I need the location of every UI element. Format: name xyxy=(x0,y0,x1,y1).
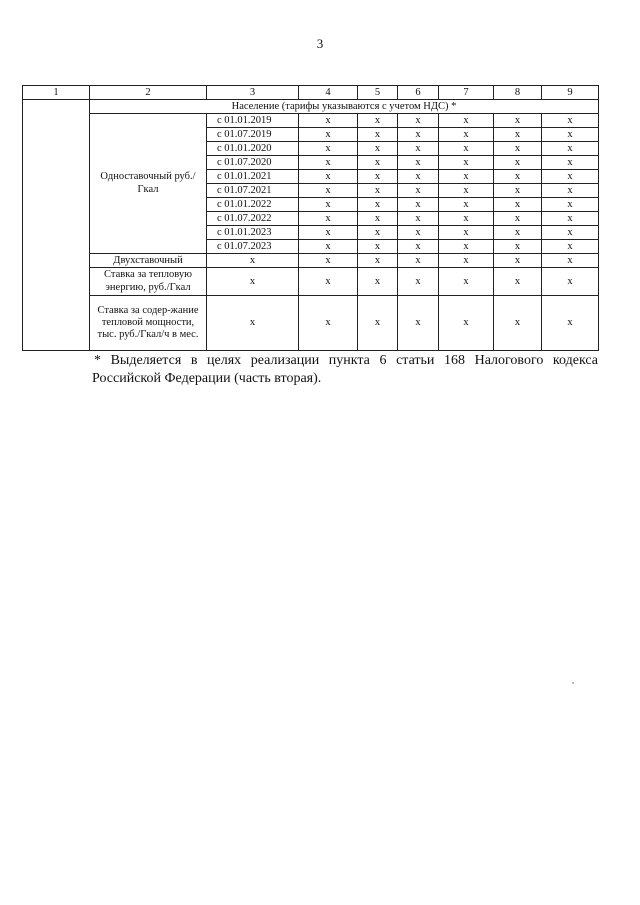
value-cell: x xyxy=(358,156,398,170)
scan-speck xyxy=(572,682,574,684)
value-cell: x xyxy=(439,128,494,142)
value-cell: x xyxy=(542,184,599,198)
value-cell: x xyxy=(358,114,398,128)
value-cell: x xyxy=(299,142,358,156)
value-cell: x xyxy=(542,226,599,240)
value-cell: x xyxy=(494,184,542,198)
two-rate-row xyxy=(23,254,599,268)
value-cell: x xyxy=(439,254,494,268)
value-cell: x xyxy=(207,296,299,351)
value-cell: x xyxy=(299,198,358,212)
header-cell: 5 xyxy=(358,86,398,100)
date-cell: с 01.07.2020 xyxy=(207,156,299,170)
single-rate-row xyxy=(23,114,599,128)
value-cell: x xyxy=(439,212,494,226)
energy-rate-label: Ставка за тепловую энергию, руб./Гкал xyxy=(90,268,207,296)
date-cell: с 01.01.2023 xyxy=(207,226,299,240)
single-rate-label: Одноставочный руб./Гкал xyxy=(90,114,207,254)
header-cell: 1 xyxy=(23,86,90,100)
value-cell: x xyxy=(299,114,358,128)
header-cell: 6 xyxy=(398,86,439,100)
footnote-line-1: * Выделяется в целях реализации пункта 6 статьи 168 Налогового кодекса xyxy=(94,353,598,368)
value-cell: x xyxy=(542,240,599,254)
date-cell: с 01.07.2023 xyxy=(207,240,299,254)
value-cell: x xyxy=(439,296,494,351)
value-cell: x xyxy=(439,226,494,240)
value-cell: x xyxy=(494,128,542,142)
value-cell: x xyxy=(542,268,599,296)
empty-first-column-cell xyxy=(23,100,90,351)
value-cell: x xyxy=(542,198,599,212)
value-cell: x xyxy=(358,184,398,198)
value-cell: x xyxy=(494,114,542,128)
value-cell: x xyxy=(542,170,599,184)
value-cell: x xyxy=(207,254,299,268)
two-rate-label: Двухставочный xyxy=(90,254,207,268)
value-cell: x xyxy=(542,212,599,226)
value-cell: x xyxy=(542,296,599,351)
value-cell: x xyxy=(439,170,494,184)
date-cell: с 01.07.2021 xyxy=(207,184,299,198)
value-cell: x xyxy=(299,212,358,226)
value-cell: x xyxy=(398,226,439,240)
value-cell: x xyxy=(542,114,599,128)
value-cell: x xyxy=(494,296,542,351)
header-cell: 3 xyxy=(207,86,299,100)
value-cell: x xyxy=(439,184,494,198)
value-cell: x xyxy=(358,226,398,240)
value-cell: x xyxy=(358,254,398,268)
value-cell: x xyxy=(542,156,599,170)
header-cell: 7 xyxy=(439,86,494,100)
value-cell: x xyxy=(299,128,358,142)
capacity-rate-label: Ставка за содер-жание тепловой мощности, тыс. руб./Гкал/ч в мес. xyxy=(90,296,207,351)
value-cell: x xyxy=(494,254,542,268)
value-cell: x xyxy=(398,240,439,254)
value-cell: x xyxy=(494,268,542,296)
date-cell: с 01.01.2022 xyxy=(207,198,299,212)
value-cell: x xyxy=(398,212,439,226)
value-cell: x xyxy=(299,170,358,184)
value-cell: x xyxy=(358,128,398,142)
section-row xyxy=(23,100,599,114)
value-cell: x xyxy=(398,184,439,198)
value-cell: x xyxy=(398,268,439,296)
date-cell: с 01.01.2021 xyxy=(207,170,299,184)
value-cell: x xyxy=(494,226,542,240)
value-cell: x xyxy=(542,254,599,268)
header-cell: 8 xyxy=(494,86,542,100)
value-cell: x xyxy=(542,142,599,156)
header-row xyxy=(23,86,599,100)
value-cell: x xyxy=(542,128,599,142)
value-cell: x xyxy=(494,170,542,184)
value-cell: x xyxy=(299,254,358,268)
header-cell: 4 xyxy=(299,86,358,100)
value-cell: x xyxy=(358,268,398,296)
value-cell: x xyxy=(439,114,494,128)
value-cell: x xyxy=(358,240,398,254)
value-cell: x xyxy=(494,142,542,156)
value-cell: x xyxy=(494,240,542,254)
value-cell: x xyxy=(439,156,494,170)
date-cell: с 01.07.2022 xyxy=(207,212,299,226)
date-cell: с 01.01.2019 xyxy=(207,114,299,128)
section-title: Население (тарифы указываются с учетом НДС) * xyxy=(90,100,599,114)
value-cell: x xyxy=(439,198,494,212)
value-cell: x xyxy=(439,142,494,156)
value-cell: x xyxy=(358,142,398,156)
value-cell: x xyxy=(207,268,299,296)
footnote xyxy=(92,352,598,388)
value-cell: x xyxy=(358,198,398,212)
energy-rate-row xyxy=(23,268,599,296)
value-cell: x xyxy=(398,128,439,142)
value-cell: x xyxy=(494,156,542,170)
value-cell: x xyxy=(439,240,494,254)
header-cell: 9 xyxy=(542,86,599,100)
value-cell: x xyxy=(358,170,398,184)
value-cell: x xyxy=(299,226,358,240)
value-cell: x xyxy=(299,240,358,254)
value-cell: x xyxy=(494,198,542,212)
value-cell: x xyxy=(299,268,358,296)
value-cell: x xyxy=(398,254,439,268)
value-cell: x xyxy=(398,114,439,128)
value-cell: x xyxy=(398,170,439,184)
value-cell: x xyxy=(358,212,398,226)
date-cell: с 01.07.2019 xyxy=(207,128,299,142)
page-number: 3 xyxy=(316,36,324,51)
value-cell: x xyxy=(398,198,439,212)
value-cell: x xyxy=(358,296,398,351)
value-cell: x xyxy=(494,212,542,226)
tariff-table xyxy=(22,85,599,351)
header-cell: 2 xyxy=(90,86,207,100)
footnote-line-2: Российской Федерации (часть вторая). xyxy=(92,371,322,387)
value-cell: x xyxy=(299,184,358,198)
value-cell: x xyxy=(398,296,439,351)
capacity-rate-row xyxy=(23,296,599,351)
value-cell: x xyxy=(439,268,494,296)
value-cell: x xyxy=(299,296,358,351)
value-cell: x xyxy=(398,156,439,170)
value-cell: x xyxy=(398,142,439,156)
date-cell: с 01.01.2020 xyxy=(207,142,299,156)
value-cell: x xyxy=(299,156,358,170)
